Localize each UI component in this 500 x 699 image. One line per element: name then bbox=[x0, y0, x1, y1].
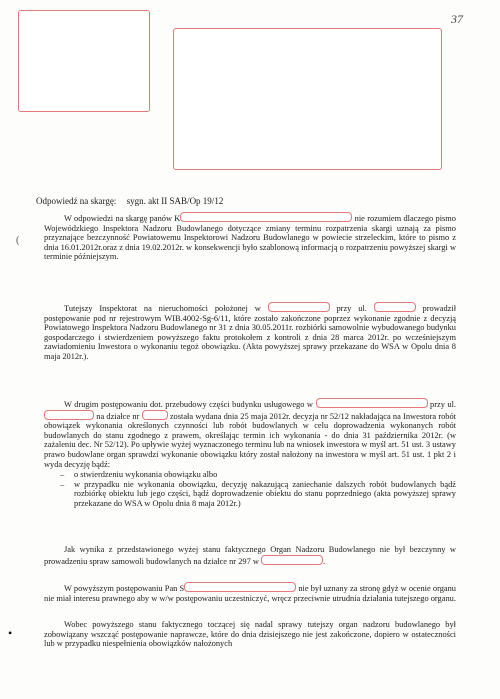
redacted-name bbox=[184, 582, 296, 592]
redacted-location bbox=[316, 398, 428, 408]
paragraph-conclusion: Jak wynika z przedstawionego wyżej stanu faktycznego Organ Nadzoru Budowlanego nie był bezczynny w prowadzeniu spraw samowoli budowlanych na działce nr 297 w . bbox=[44, 545, 456, 566]
redacted-plot bbox=[142, 410, 168, 420]
redacted-location bbox=[261, 555, 323, 565]
redacted-street bbox=[374, 302, 416, 312]
paragraph-complaint-response: W odpowiedzi na skargę panów K nie rozumiem dlaczego pismo Wojewódzkiego Inspektora Nadzoru Budowlanego dotyczące zmiany terminu rozpatrzenia skargi uznają za pismo przyznające bezczynność Powiatowemu Inspektorowi Nadzoru Budowlanego w powiecie strzeleckim, które to pismo z dnia 16.01.2012r.oraz z dnia 19.02.2012r. w konsekwencji było szablonową informacją o rozpatrzeniu powyższej skargi w terminie późniejszym. bbox=[44, 214, 456, 262]
page-number: 37 bbox=[451, 12, 463, 26]
decision-options-list bbox=[60, 470, 456, 508]
margin-mark: ( bbox=[16, 235, 20, 246]
subject-line bbox=[36, 197, 448, 207]
paragraph-remedial-proceeding: Wobec powyższego stanu faktycznego toczącej się nadal sprawy tutejszy organ nadzoru budowlanego był zobowiązany wszcząć postępowanie naprawcze, które do dnia dzisiejszego nie jest zakończone, dopiero w ostateczności lub w przypadku niespełnienia obowiązków nałożonych bbox=[44, 620, 456, 649]
redacted-recipient-box bbox=[173, 28, 442, 170]
redacted-street bbox=[44, 410, 94, 420]
redacted-location bbox=[268, 302, 330, 312]
redacted-name bbox=[180, 212, 352, 222]
paragraph-party-status: W powyższym postępowaniu Pan S nie był uznany za stronę gdyż w ocenie organu nie miał interesu prawnego aby w w/w postępowaniu uczestniczyć, wręcz przeciwnie utrudnia działania tutejszego organu. bbox=[44, 584, 456, 603]
case-reference: sygn. akt II SAB/Op 19/12 bbox=[126, 196, 224, 206]
paragraph-first-proceeding: Tutejszy Inspektorat na nieruchomości położonej w przy ul. prowadził postępowanie pod nr rejestrowym WIB.4002-Sg-6/11, które zostało zakończone poprzez wykonanie zgodnie z decyzją Powiatowego Inspektora Nadzoru Budowlanego nr 31 z dnia 30.05.2011r. rozbiórki samowolnie wybudowanego budynku gospodarczego i stwierdzeniem powyższego faktu protokołem z kontroli z dnia 28 marca 2012r. po wcześniejszym zawiadomieniu Inwestora o wykonaniu tegoż obowiązku. (Akta powyższej sprawy przekazane do WSA w Opolu dnia 8 maja 2012r.). bbox=[44, 304, 457, 361]
subject-label: Odpowiedź na skargę: bbox=[36, 196, 117, 206]
list-item: – o stwierdzeniu wykonania obowiązku albo bbox=[60, 470, 456, 480]
margin-mark: • bbox=[8, 626, 13, 640]
paragraph-second-proceeding: W drugim postępowaniu dot. przebudowy części budynku usługowego w przy ul. na działce nr została wydana dnia 25 maja 2012r. decyzja nr 52/12 nakładająca na Inwestora robót obowiązek wykonania określonych czynności lub robót budowlanych w celu doprowadzenia wykonanych robót budowlanych do stanu zgodnego z prawem, określając termin ich wykonania - do dnia 31 października 2012r. (w zażaleniu dec. Nr 52/12). Po upływie wyżej wyznaczonego terminu lub na wniosek inwestora w myśl art. 51 ust. 3 ustawy prawo budowlane organ sprawdzi wykonanie obowiązku który został nałożony na inwestora w myśl art. 51 ust. 1 pkt 2 i wyda decyzję bądź: – o stwierdzeniu wykonania obowiązku albo – w przypadku nie wykonania obowiązku, decyzję nakazującą zaniechanie dalszych robót budowlanych bądź rozbiórkę obiektu lub jego części, bądź doprowadzenie obiektu do stanu poprzedniego (akta powyższej sprawy przekazane do WSA w Opolu dnia 8 maja 2012r.) bbox=[44, 398, 456, 509]
redacted-sender-box bbox=[18, 10, 150, 112]
list-item: – w przypadku nie wykonania obowiązku, decyzję nakazującą zaniechanie dalszych robót budowlanych bądź rozbiórkę obiektu lub jego części, bądź doprowadzenie obiektu do stanu poprzedniego (akta powyższej sprawy przekazane do WSA w Opolu dnia 8 maja 2012r.) bbox=[60, 480, 456, 509]
